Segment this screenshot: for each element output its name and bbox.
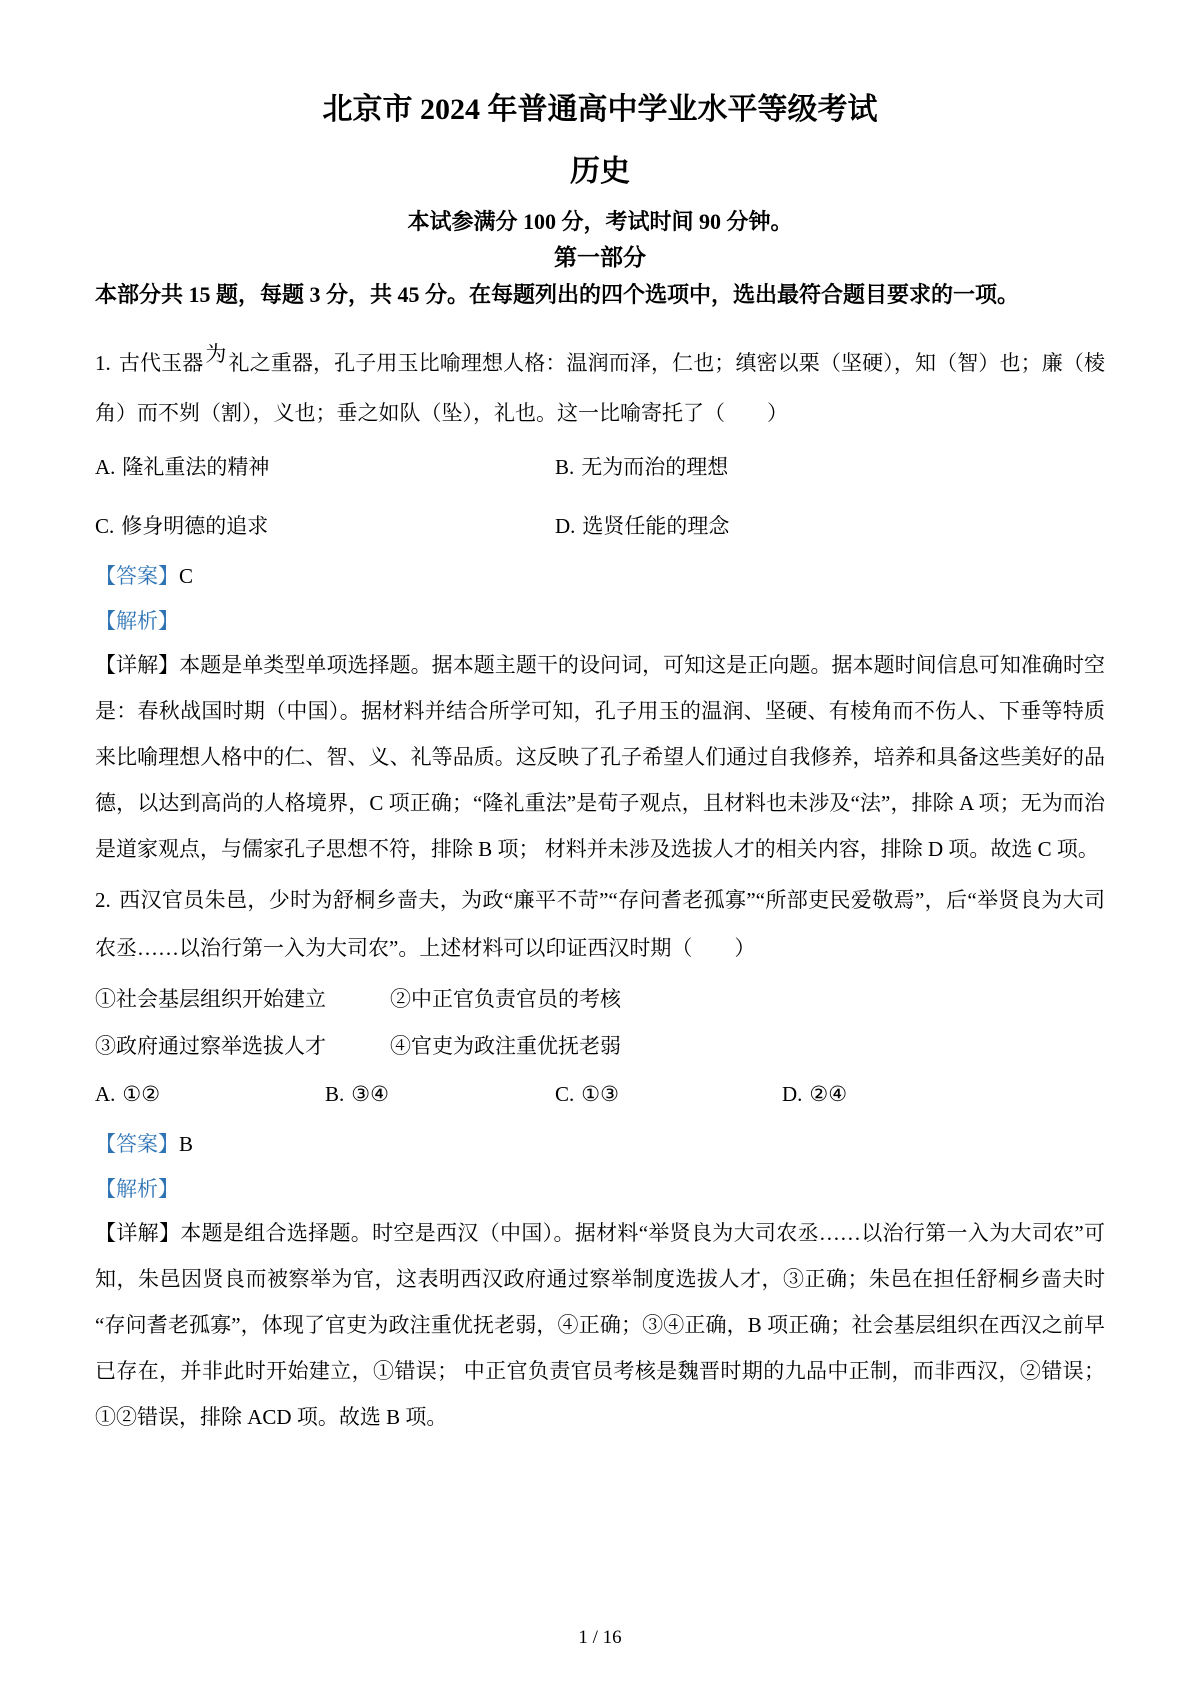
analysis-label: 【解析】 [95, 1177, 179, 1201]
question-2-number: 2. [95, 888, 111, 912]
question-2-option-d [782, 1075, 1105, 1113]
question-2-sub-items [95, 980, 1105, 1065]
question-2-answer: B [179, 1132, 194, 1156]
question-2-options [95, 1075, 1105, 1113]
question-2-answer-line [95, 1125, 1105, 1163]
option-text: ①② [122, 1082, 161, 1106]
option-text: 选贤任能的理念 [582, 514, 730, 538]
answer-label: 【答案】 [95, 564, 179, 588]
option-text: 隆礼重法的精神 [122, 455, 270, 479]
option-text: ②④ [809, 1082, 848, 1106]
question-2-option-c [555, 1075, 782, 1113]
question-2-detail [95, 1210, 1105, 1440]
option-label: B. [555, 455, 575, 479]
question-1-options [95, 448, 1105, 545]
question-1-detail [95, 642, 1105, 872]
option-label: D. [555, 514, 576, 538]
question-2-stem [95, 876, 1105, 972]
analysis-label: 【解析】 [95, 609, 179, 633]
option-label: A. [95, 1082, 116, 1106]
section-instructions: 本部分共 15 题，每题 3 分，共 45 分。在每题列出的四个选项中，选出最符合题目要求的一项。 [95, 282, 1020, 307]
question-1-option-c [95, 507, 555, 545]
option-text: 无为而治的理想 [581, 455, 729, 479]
question-1-option-d [555, 507, 1105, 545]
question-1-option-a [95, 448, 555, 486]
option-label: C. [95, 514, 115, 538]
page-title: 北京市 2024 年普通高中学业水平等级考试 [322, 93, 878, 126]
option-label: A. [95, 455, 116, 479]
sub-item-2: ②中正官负责官员的考核 [390, 987, 621, 1011]
question-1-detail-text: 本题是单类型单项选择题。据本题主题干的设问词，可知这是正向题。据本题时间信息可知准确时空是：春秋战国时期（中国）。据材料并结合所学可知，孔子用玉的温润、坚硬、有棱角而不伤人、下垂等特质来比喻理想人格中的仁、智、义、礼等品质。这反映了孔子希望人们通过自我修养，培养和具备这些美好的品德，以达到高尚的人格境界，C 项正确；“隆礼重法”是荀子观点，且材料也未涉及“法”，排除 A 项；无为而治是道家观点，与儒家孔子思想不符，排除 B 项； 材料并未涉及选拔人才的相关内容，排除 D 项。故选 C 项。 [95, 653, 1105, 861]
section-title: 第一部分 [554, 245, 646, 270]
question-1-stem [95, 338, 1105, 438]
sub-item-3: ③政府通过察举选拔人才 [95, 1034, 326, 1058]
question-1-stem-prefix: 古代玉器 [118, 351, 204, 375]
sub-item-1: ①社会基层组织开始建立 [95, 987, 326, 1011]
question-2-analysis-line [95, 1170, 1105, 1208]
option-text: ①③ [581, 1082, 619, 1106]
question-1-stem-body: 礼之重器，孔子用玉比喻理想人格：温润而泽，仁也；缜密以栗（坚硬），知（智）也；廉（棱角）而不刿（割），义也；垂之如队（坠），礼也。这一比喻寄托了（ ） [95, 351, 1106, 425]
question-1-option-b [555, 448, 1105, 486]
option-text: 修身明德的追求 [121, 514, 269, 538]
detail-label: 【详解】 [95, 1221, 181, 1245]
page-number: 1 / 16 [578, 1627, 622, 1648]
question-2-option-b [325, 1075, 555, 1113]
question-2-stem-body: 西汉官员朱邑，少时为舒桐乡啬夫，为政“廉平不苛”“存问耆老孤寡”“所部吏民爱敬焉”，后“举贤良为大司农丞……以治行第一入为大司农”。上述材料可以印证西汉时期（ ） [95, 888, 1105, 960]
option-label: B. [325, 1082, 345, 1106]
subject-title: 历史 [570, 155, 630, 188]
question-2-detail-text: 本题是组合选择题。时空是西汉（中国）。据材料“举贤良为大司农丞……以治行第一入为大司农”可知，朱邑因贤良而被察举为官，这表明西汉政府通过察举制度选拔人才，③正确；朱邑在担任舒桐乡啬夫时“存问耆老孤寡”，体现了官吏为政注重优抚老弱，④正确；③④正确，B 项正确；社会基层组织在西汉之前早已存在，并非此时开始建立，①错误； 中正官负责官员考核是魏晋时期的九品中正制，而非西汉，②错误；①②错误，排除 ACD 项。故选 B 项。 [95, 1221, 1105, 1429]
question-1-number: 1. [95, 351, 111, 375]
option-label: D. [782, 1082, 803, 1106]
exam-info: 本试参满分 100 分，考试时间 90 分钟。 [407, 209, 793, 234]
question-1-answer-line [95, 557, 1105, 595]
sub-item-4: ④官吏为政注重优抚老弱 [390, 1034, 621, 1058]
answer-label: 【答案】 [95, 1132, 179, 1156]
question-1-stem-superscript: 为 [205, 342, 227, 366]
option-label: C. [555, 1082, 575, 1106]
question-1-answer: C [179, 564, 194, 588]
question-2-option-a [95, 1075, 325, 1113]
question-1-analysis-line [95, 602, 1105, 640]
detail-label: 【详解】 [95, 653, 180, 677]
option-text: ③④ [351, 1082, 389, 1106]
